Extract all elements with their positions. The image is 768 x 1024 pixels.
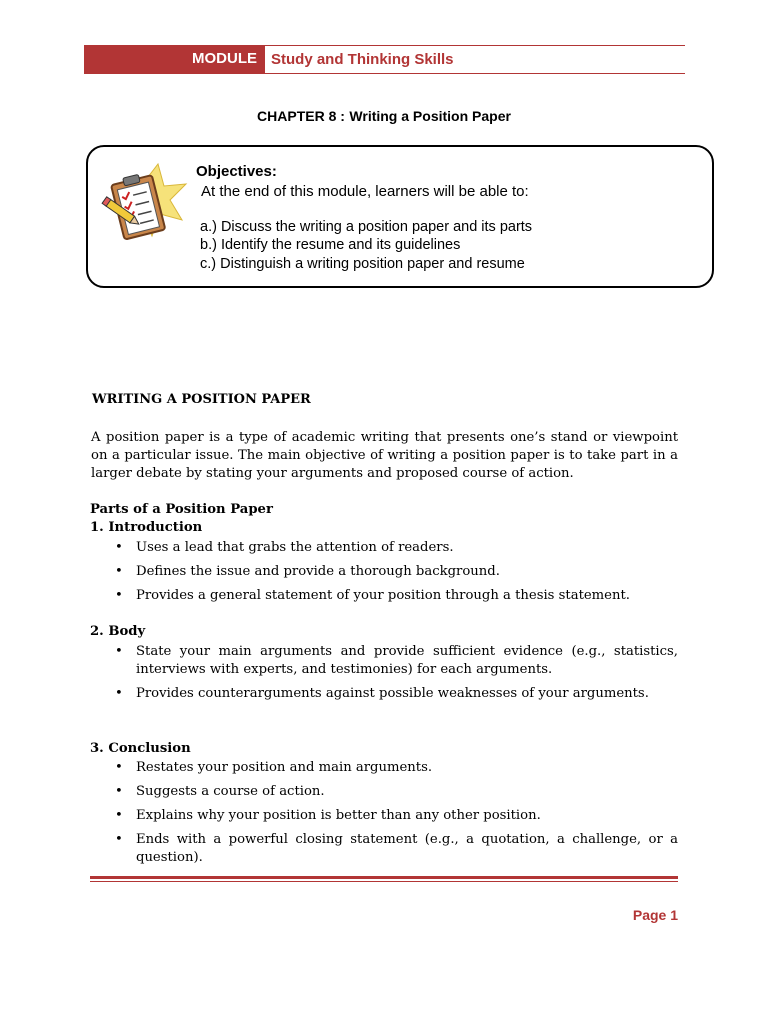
footer-rule	[90, 876, 678, 879]
list-item: • Provides counterarguments against possible weaknesses of your arguments.	[115, 686, 649, 701]
module-subject: Study and Thinking Skills	[271, 51, 454, 68]
objective-item: b.) Identify the resume and its guidelines	[200, 237, 461, 253]
objective-item: c.) Distinguish a writing position paper and resume	[200, 256, 525, 272]
part-heading-introduction: 1. Introduction	[90, 520, 203, 535]
introduction-list	[91, 539, 678, 611]
parts-heading: Parts of a Position Paper	[90, 502, 273, 517]
header-top-rule	[265, 45, 685, 46]
list-item: • Restates your position and main arguments.	[115, 760, 433, 775]
list-item: • Explains why your position is better than any other position.	[115, 808, 541, 823]
conclusion-list	[91, 759, 678, 873]
footer-rule-thin	[90, 881, 678, 882]
part-heading-conclusion: 3. Conclusion	[90, 741, 191, 756]
objectives-intro: At the end of this module, learners will be able to:	[201, 183, 529, 200]
list-item: • Defines the issue and provide a thorough background.	[115, 564, 500, 579]
list-item: • Suggests a course of action.	[115, 784, 325, 799]
body-list	[91, 643, 678, 709]
list-item: • Provides a general statement of your position through a thesis statement.	[115, 588, 630, 603]
part-heading-body: 2. Body	[90, 624, 146, 639]
list-item: • Ends with a powerful closing statement (e.g., a quotation, a challenge, or a question).	[115, 832, 678, 865]
list-item: • State your main arguments and provide sufficient evidence (e.g., statistics, interviews with experts, and testimonies) for each arguments.	[115, 644, 678, 677]
intro-paragraph: A position paper is a type of academic writing that presents one’s stand or viewpoint on a particular issue. The main objective of writing a position paper is to take part in a larger debate by stating your arguments and proposed course of action.	[91, 430, 678, 481]
objective-item: a.) Discuss the writing a position paper and its parts	[200, 219, 533, 235]
module-label: MODULE	[192, 50, 257, 67]
objectives-title: Objectives:	[196, 163, 277, 180]
chapter-name: Writing a Position Paper	[349, 108, 511, 124]
header-rule	[84, 73, 685, 74]
list-item: • Uses a lead that grabs the attention of readers.	[115, 540, 454, 555]
section-heading: WRITING A POSITION PAPER	[92, 392, 311, 407]
clipboard-checklist-icon	[98, 162, 190, 254]
chapter-number: CHAPTER 8 :	[257, 108, 345, 124]
page-number: Page 1	[632, 907, 678, 923]
chapter-title	[0, 108, 768, 126]
